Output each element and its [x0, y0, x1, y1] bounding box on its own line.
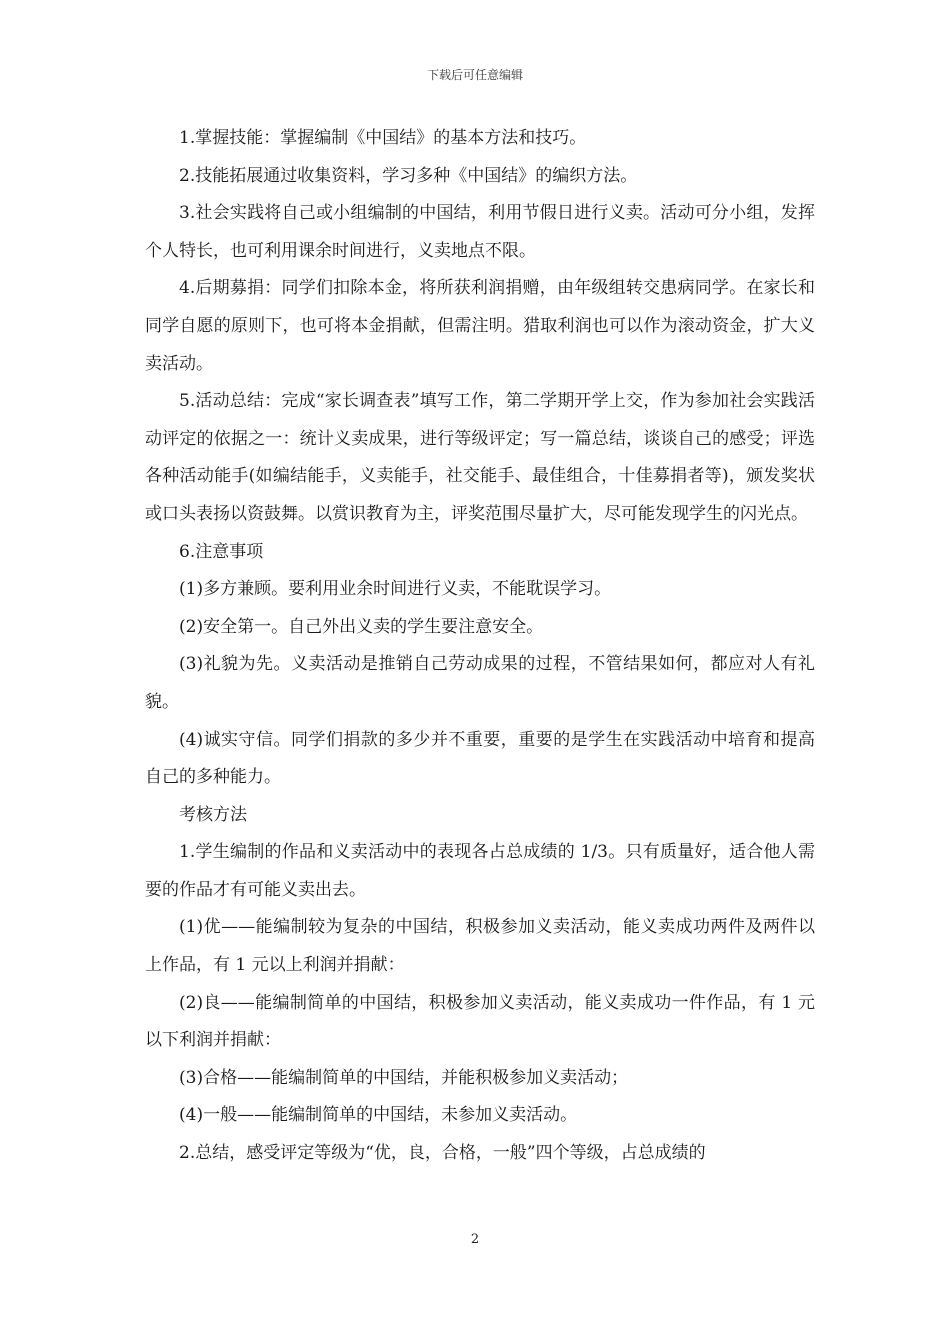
paragraph: 2.技能拓展通过收集资料，学习多种《中国结》的编织方法。: [179, 165, 638, 186]
paragraph: 3.社会实践将自己或小组编制的中国结，利用节假日进行义卖。活动可分小组，发挥个人特长，也可利用课余时间进行，义卖地点不限。: [145, 203, 815, 261]
paragraph: (2)安全第一。自己外出义卖的学生要注意安全。: [179, 616, 544, 637]
paragraph: 2.总结，感受评定等级为“优，良，合格，一般”四个等级，占总成绩的: [179, 1143, 706, 1164]
section-heading: 考核方法: [179, 804, 247, 825]
document-body: [145, 120, 815, 1173]
paragraph: (4)诚实守信。同学们捐款的多少并不重要，重要的是学生在实践活动中培育和提高自己的多种能力。: [145, 729, 815, 788]
paragraph: 5.活动总结：完成“家长调查表”填写工作，第二学期开学上交，作为参加社会实践活动评定的依据之一：统计义卖成果，进行等级评定；写一篇总结，谈谈自己的感受；评选各种活动能手(如编结能手，义卖能手，社交能手、最佳组合，十佳募捐者等)，颁发奖状或口头表扬以资鼓舞。以赏识教育为主，评奖范围尽量扩大，尽可能发现学生的闪光点。: [145, 391, 815, 524]
section-heading: 6.注意事项: [179, 541, 264, 562]
paragraph: 4.后期募捐：同学们扣除本金，将所获利润捐赠，由年级组转交患病同学。在家长和同学自愿的原则下，也可将本金捐献，但需注明。猎取利润也可以作为滚动资金，扩大义卖活动。: [145, 278, 815, 374]
paragraph: (1)优——能编制较为复杂的中国结，积极参加义卖活动，能义卖成功两件及两件以上作品，有 1 元以上利润并捐献：: [145, 917, 815, 976]
page-number: 2: [470, 1232, 480, 1247]
paragraph: (3)合格——能编制简单的中国结，并能积极参加义卖活动；: [179, 1067, 629, 1088]
paragraph: (3)礼貌为先。义卖活动是推销自己劳动成果的过程，不管结果如何，都应对人有礼貌。: [145, 654, 815, 712]
paragraph: (1)多方兼顾。要利用业余时间进行义卖，不能耽误学习。: [179, 579, 612, 600]
paragraph: (2)良——能编制简单的中国结，积极参加义卖活动，能义卖成功一件作品，有 1 元以下利润并捐献：: [145, 992, 815, 1051]
paragraph: 1.掌握技能：掌握编制《中国结》的基本方法和技巧。: [179, 128, 587, 148]
page-header: 下载后可任意编辑: [426, 68, 523, 82]
paragraph: (4)一般——能编制简单的中国结，未参加义卖活动。: [179, 1105, 578, 1126]
paragraph: 1.学生编制的作品和义卖活动中的表现各占总成绩的 1/3。只有质量好，适合他人需要的作品才有可能义卖出去。: [145, 842, 815, 900]
